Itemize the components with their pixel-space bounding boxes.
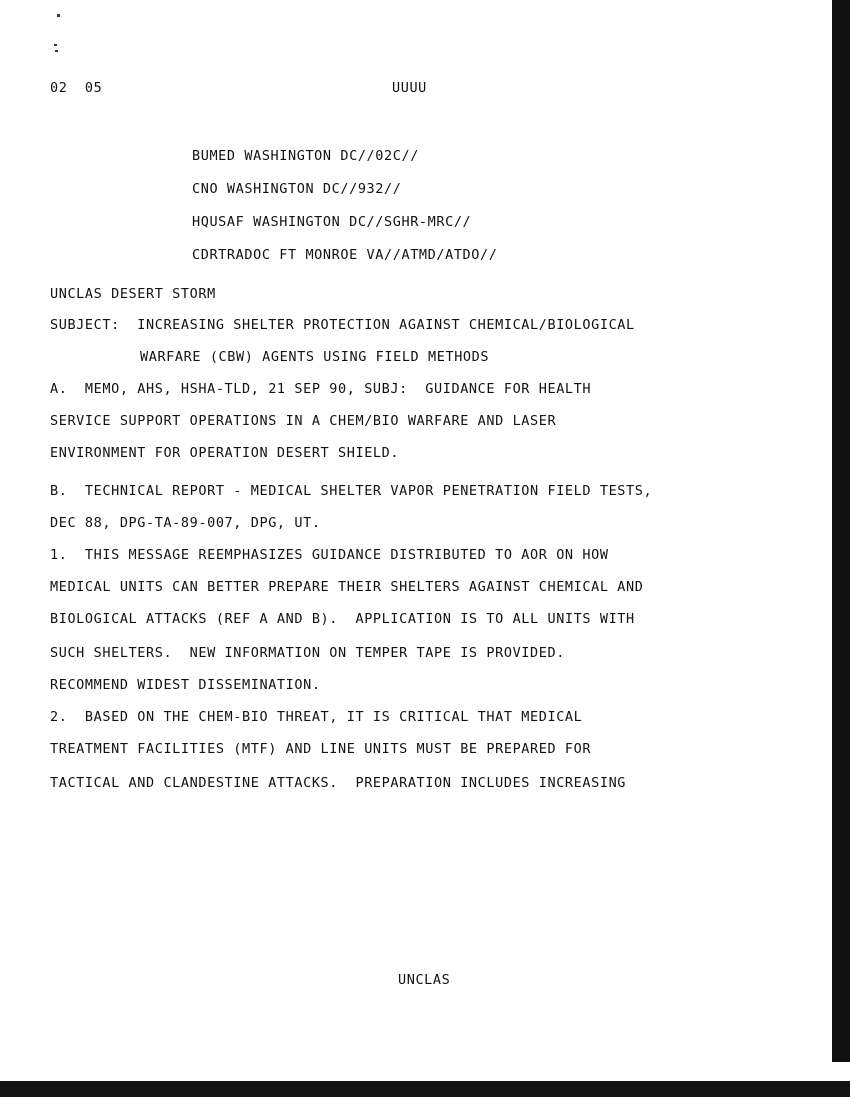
classification-marking-top: UUUU: [392, 80, 427, 96]
body-line: SUCH SHELTERS. NEW INFORMATION ON TEMPER TAPE IS PROVIDED.: [50, 645, 565, 661]
body-line: WARFARE (CBW) AGENTS USING FIELD METHODS: [140, 349, 490, 365]
body-line: DEC 88, DPG-TA-89-007, DPG, UT.: [50, 515, 321, 531]
addressee-line: BUMED WASHINGTON DC//02C//: [192, 148, 419, 164]
addressee-line: CNO WASHINGTON DC//932//: [192, 181, 402, 197]
addressee-line: CDRTRADOC FT MONROE VA//ATMD/ATDO//: [192, 247, 498, 263]
body-line: RECOMMEND WIDEST DISSEMINATION.: [50, 677, 321, 693]
addressee-line: HQUSAF WASHINGTON DC//SGHR-MRC//: [192, 214, 472, 230]
body-line: ENVIRONMENT FOR OPERATION DESERT SHIELD.: [50, 445, 400, 461]
body-line: A. MEMO, AHS, HSHA-TLD, 21 SEP 90, SUBJ: GUIDANCE FOR HEALTH: [50, 381, 592, 397]
body-line: 2. BASED ON THE CHEM-BIO THREAT, IT IS CRITICAL THAT MEDICAL: [50, 709, 583, 725]
body-line: SUBJECT: INCREASING SHELTER PROTECTION AGAINST CHEMICAL/BIOLOGICAL: [50, 317, 635, 333]
body-line: 1. THIS MESSAGE REEMPHASIZES GUIDANCE DISTRIBUTED TO AOR ON HOW: [50, 547, 609, 563]
scan-edge-right: [832, 0, 850, 1062]
body-line: BIOLOGICAL ATTACKS (REF A AND B). APPLICATION IS TO ALL UNITS WITH: [50, 611, 635, 627]
body-line: UNCLAS DESERT STORM: [50, 286, 216, 302]
body-line: TACTICAL AND CLANDESTINE ATTACKS. PREPARATION INCLUDES INCREASING: [50, 775, 627, 791]
body-line: MEDICAL UNITS CAN BETTER PREPARE THEIR SHELTERS AGAINST CHEMICAL AND: [50, 579, 644, 595]
classification-marking-bottom: UNCLAS: [398, 972, 451, 988]
body-line: B. TECHNICAL REPORT - MEDICAL SHELTER VAPOR PENETRATION FIELD TESTS,: [50, 483, 653, 499]
scan-edge-bottom: [0, 1081, 850, 1097]
body-line: SERVICE SUPPORT OPERATIONS IN A CHEM/BIO WARFARE AND LASER: [50, 413, 557, 429]
page-sequence-number: 02 05: [50, 80, 103, 96]
body-line: TREATMENT FACILITIES (MTF) AND LINE UNITS MUST BE PREPARED FOR: [50, 741, 592, 757]
